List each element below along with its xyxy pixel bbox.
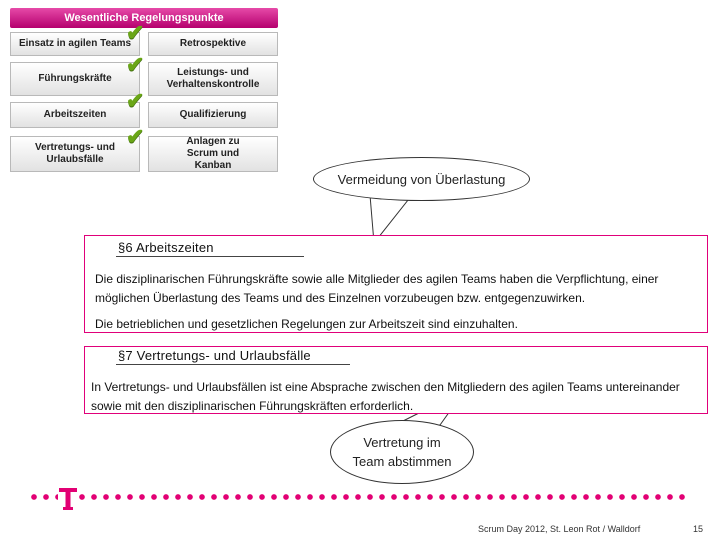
telekom-t-logo-icon bbox=[58, 486, 78, 512]
overview-header: Wesentliche Regelungspunkte bbox=[10, 8, 278, 28]
section-arbeitszeiten-title: §6 Arbeitszeiten bbox=[118, 240, 214, 255]
check-icon: ✔ bbox=[126, 124, 145, 149]
overview-item-einsatz: Einsatz in agilen Teams bbox=[10, 32, 140, 56]
section-arbeitszeiten-paragraph-2: Die betrieblichen und gesetzlichen Regelungen zur Arbeitszeit sind einzuhalten. bbox=[95, 317, 518, 331]
overview-item-fuehrungskraefte: Führungskräfte bbox=[10, 62, 140, 96]
section-arbeitszeiten-paragraph-1: Die disziplinarischen Führungskräfte sowie alle Mitglieder des agilen Teams haben die Verpflichtung, einer möglichen Überlastung des Teams und des Einzelnen vorzubeugen bzw. entgegenzuwirken. bbox=[95, 272, 659, 305]
callout-vermeidung-ueberlastung: Vermeidung von Überlastung bbox=[313, 157, 530, 201]
overview-item-qualifizierung: Qualifizierung bbox=[148, 102, 278, 128]
footer-event: Scrum Day 2012, St. Leon Rot / Walldorf bbox=[478, 524, 641, 534]
overview-item-vertretung: Vertretungs- und Urlaubsfälle bbox=[10, 136, 140, 172]
overview-item-leistungskontrolle: Leistungs- und Verhaltenskontrolle bbox=[148, 62, 278, 96]
page-number: 15 bbox=[693, 524, 704, 534]
brand-bar bbox=[28, 488, 688, 514]
section-title-underline bbox=[116, 364, 350, 365]
overview-item-anlagen: Anlagen zu Scrum und Kanban bbox=[148, 136, 278, 172]
section-title-underline bbox=[116, 256, 304, 257]
section-vertretung-paragraph: In Vertretungs- und Urlaubsfällen ist eine Absprache zwischen den Mitgliedern des agilen Teams untereinander sowie mit den disziplinarischen Führungskräften erforderlich. bbox=[91, 380, 680, 413]
callout-vertretung-abstimmen: Vertretung im Team abstimmen bbox=[330, 420, 474, 484]
overview-item-arbeitszeiten: Arbeitszeiten bbox=[10, 102, 140, 128]
check-icon: ✔ bbox=[126, 52, 145, 77]
section-vertretung-title: §7 Vertretungs- und Urlaubsfälle bbox=[118, 348, 311, 363]
check-icon: ✔ bbox=[126, 20, 145, 45]
brand-dots bbox=[28, 494, 688, 500]
check-icon: ✔ bbox=[126, 88, 145, 113]
overview-item-retrospektive: Retrospektive bbox=[148, 32, 278, 56]
